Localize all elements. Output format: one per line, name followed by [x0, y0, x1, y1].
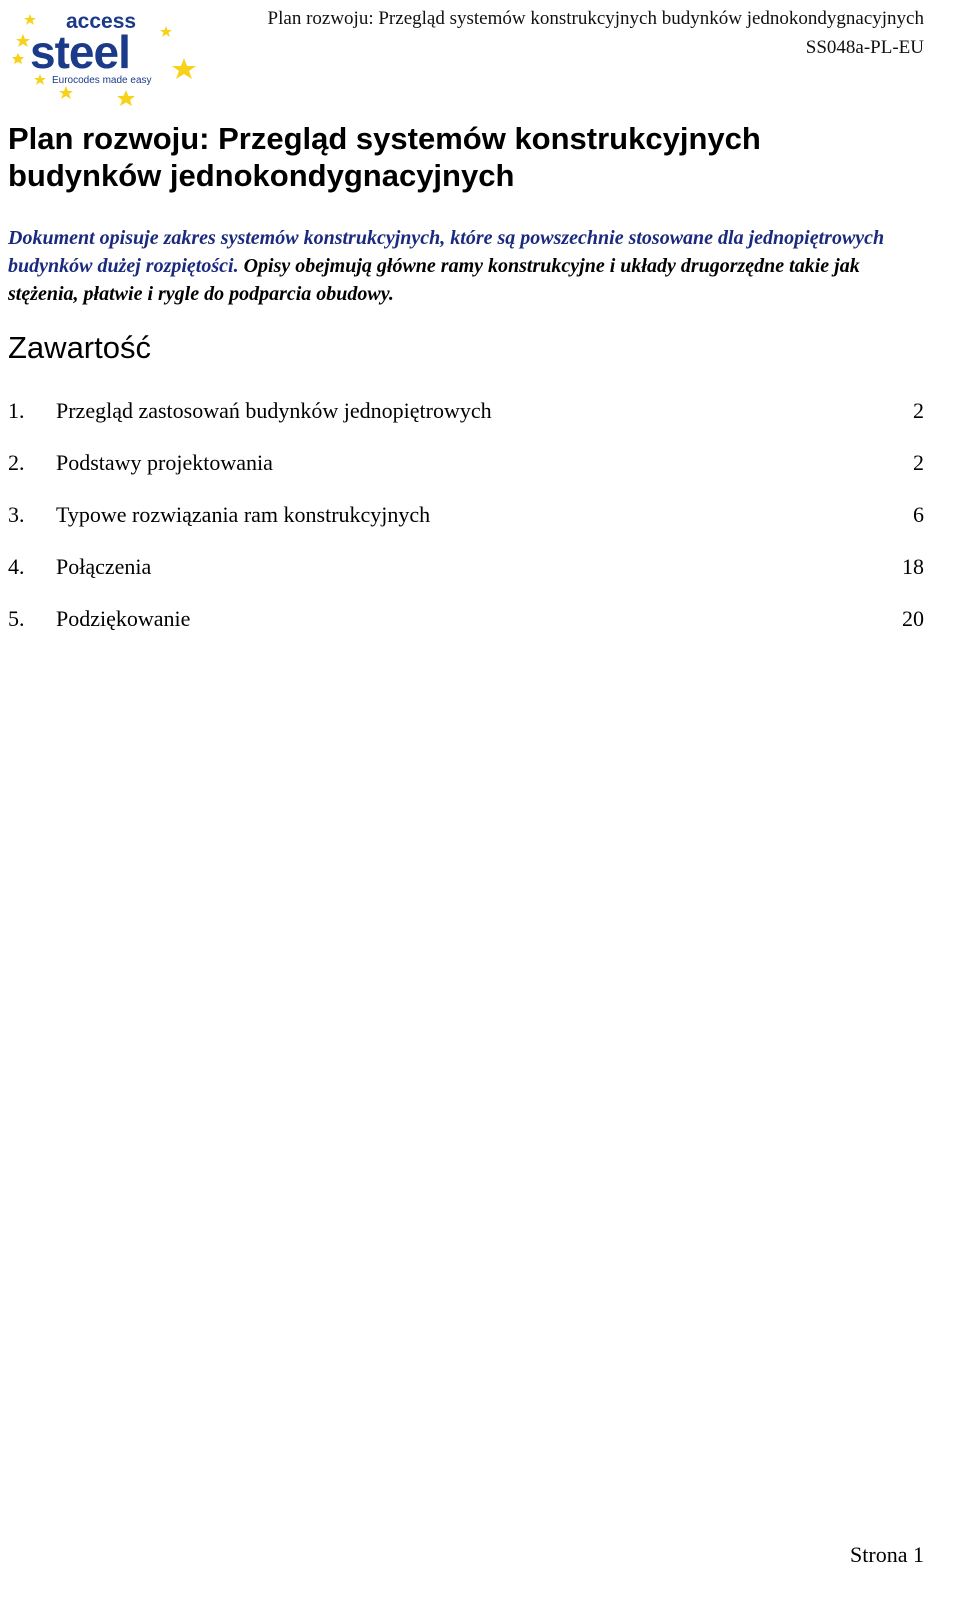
toc-item-number: 5. — [8, 606, 25, 631]
toc-item-page: 6 — [913, 502, 924, 527]
document-title-line-2: budynków jednokondygnacyjnych — [8, 158, 515, 193]
toc-heading: Zawartość — [8, 330, 151, 365]
running-header-title: Plan rozwoju: Przegląd systemów konstrukcyjnych budynków jednokondygnacyjnych — [267, 8, 924, 29]
toc-item-number: 2. — [8, 450, 25, 475]
logo-tagline: Eurocodes made easy — [52, 75, 152, 86]
toc-item[interactable] — [8, 501, 924, 553]
document-abstract — [8, 224, 928, 308]
document-title-line-1: Plan rozwoju: Przegląd systemów konstrukcyjnych — [8, 121, 761, 156]
page-number: Strona 1 — [850, 1542, 924, 1567]
toc-item-number: 1. — [8, 398, 25, 423]
abstract-part-1: Dokument opisuje zakres systemów konstrukcyjnych, które są powszechnie stosowane dla jednopiętrowych budynków dużej rozpiętości. — [8, 227, 885, 277]
logo-top-word: access — [66, 10, 137, 33]
toc-item-page: 2 — [913, 450, 924, 475]
document-title — [8, 120, 908, 194]
toc-item[interactable] — [8, 553, 924, 605]
toc-item-text: Podziękowanie — [56, 606, 191, 631]
toc-item-page: 18 — [902, 554, 924, 579]
table-of-contents — [8, 397, 924, 657]
document-code: SS048a-PL-EU — [805, 37, 924, 58]
toc-item[interactable] — [8, 449, 924, 501]
toc-item-text: Przegląd zastosowań budynków jednopiętrowych — [56, 398, 492, 423]
logo-main-word: steel — [30, 26, 130, 78]
toc-item-number: 3. — [8, 502, 25, 527]
access-steel-logo — [8, 6, 208, 110]
toc-item[interactable] — [8, 397, 924, 449]
toc-item-text: Połączenia — [56, 554, 152, 579]
toc-item-number: 4. — [8, 554, 25, 579]
abstract-part-2: Opisy obejmują główne ramy konstrukcyjne i układy drugorzędne takie jak stężenia, płatwie i rygle do podparcia obudowy. — [8, 255, 860, 305]
toc-item-page: 20 — [902, 606, 924, 631]
toc-item-text: Podstawy projektowania — [56, 450, 273, 475]
toc-item-page: 2 — [913, 398, 924, 423]
logo-graphic — [8, 6, 208, 110]
toc-item[interactable] — [8, 605, 924, 657]
toc-item-text: Typowe rozwiązania ram konstrukcyjnych — [56, 502, 431, 527]
